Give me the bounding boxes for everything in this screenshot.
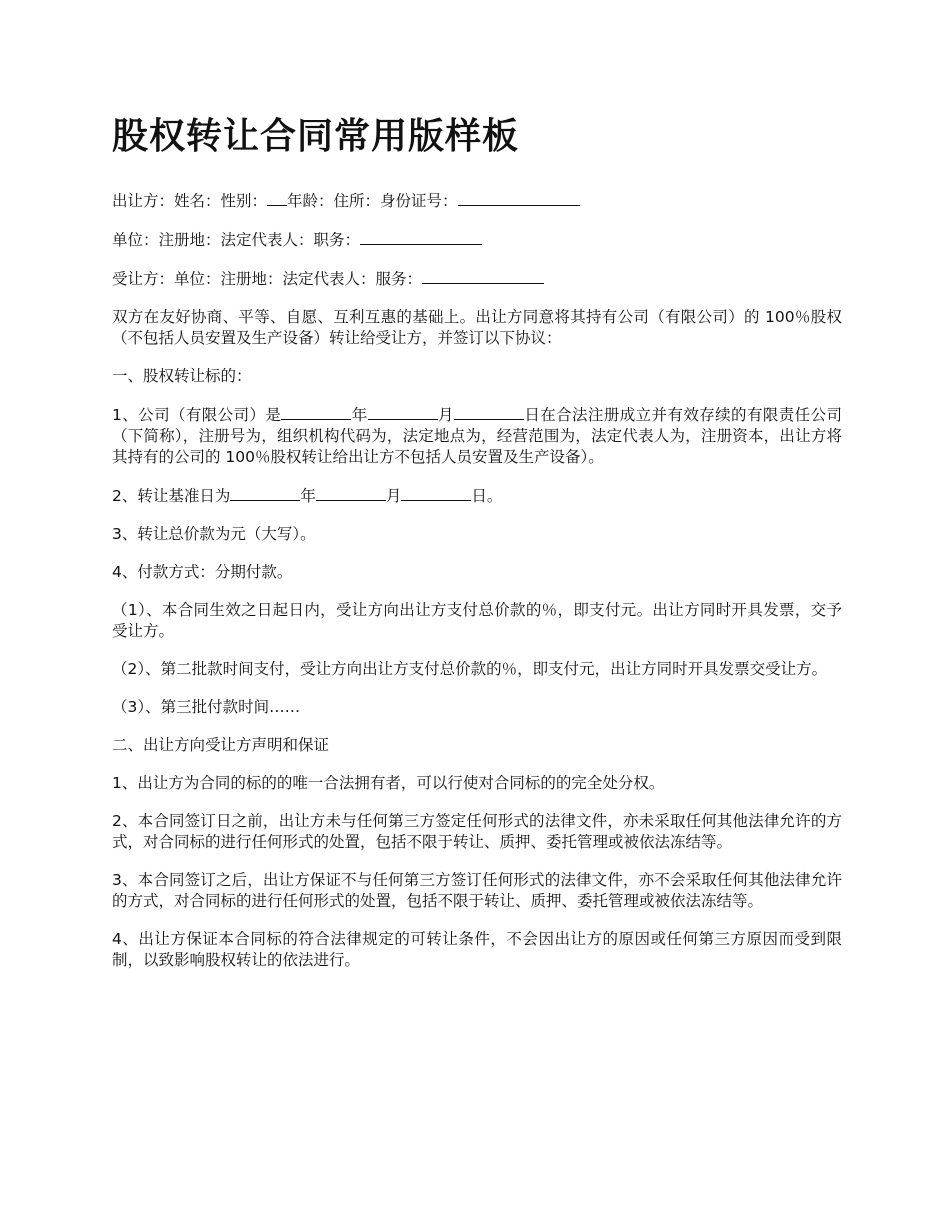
payment-item-3: （3）、第三批付款时间…… [112, 698, 301, 716]
section-2-title: 二、出让方向受让方声明和保证 [112, 736, 330, 754]
blank [401, 485, 471, 501]
warranty-1: 1、出让方为合同的标的的唯一合法拥有者，可以行使对合同标的的完全处分权。 [112, 774, 665, 792]
payment-item-1: （1）、本合同生效之日起日内，受让方向出让方支付总价款的％，即支付元。出让方同时开具发票，交予受让方。 [112, 601, 842, 640]
clause-3: 3、转让总价款为元（大写）。 [112, 525, 316, 543]
year-label: 年 [351, 406, 368, 424]
gender-blank [267, 190, 287, 206]
intro-paragraph: 双方在友好协商、平等、自愿、互利互惠的基础上。出让方同意将其持有公司（有限公司）的 100％股权（不包括人员安置及生产设备）转让给受让方，并签订以下协议： [112, 308, 842, 347]
transferee-info-line [112, 268, 842, 290]
unit-label: 单位：注册地：法定代表人：职务： [112, 231, 361, 249]
clause-4: 4、付款方式：分期付款。 [112, 563, 293, 581]
transferor-info-line [112, 190, 842, 212]
transferor-unit-line [112, 229, 842, 251]
transferor-label-mid: 年龄：住所：身份证号： [287, 192, 458, 210]
id-number-blank [458, 190, 580, 206]
warranty-4: 4、出让方保证本合同标的符合法律规定的可转让条件，不会因出让方的原因或任何第三方原因而受到限制，以致影响股权转让的依法进行。 [112, 930, 842, 969]
blank [281, 404, 351, 420]
clause-1 [112, 404, 842, 468]
section-1-title: 一、股权转让标的： [112, 367, 252, 385]
day-label: 日。 [471, 487, 503, 505]
position-blank [360, 229, 482, 245]
month-label: 月 [437, 406, 454, 424]
document-title: 股权转让合同常用版样板 [112, 116, 520, 157]
month-label: 月 [385, 487, 402, 505]
transferee-label: 受让方：单位：注册地：法定代表人：服务： [112, 270, 423, 288]
clause-1-rest: 日在合法注册成立并有效存续的有限责任公司（下简称），注册号为，组织机构代码为，法定地点为，经营范围为，法定代表人为，注册资本，出让方将其持有的公司的 100％股权转让给出让方不包括人员安置及生产设备）。 [112, 406, 842, 466]
clause-2 [112, 485, 842, 507]
year-label: 年 [300, 487, 316, 505]
warranty-2: 2、本合同签订日之前，出让方未与任何第三方签定任何形式的法律文件，亦未采取任何其他法律允许的方式，对合同标的进行任何形式的处置，包括不限于转让、质押、委托管理或被依法冻结等。 [112, 812, 842, 851]
clause-1-lead: 1、公司（有限公司）是 [112, 406, 282, 424]
service-blank [422, 268, 544, 284]
clause-2-lead: 2、转让基准日为 [112, 487, 231, 505]
transferor-label: 出让方：姓名：性别： [112, 192, 268, 210]
warranty-3: 3、本合同签订之后，出让方保证不与任何第三方签订任何形式的法律文件，亦不会采取任何其他法律允许的方式，对合同标的进行任何形式的处置，包括不限于转让、质押、委托管理或被依法冻结等。 [112, 871, 842, 910]
blank [230, 485, 300, 501]
payment-item-2: （2）、第二批款时间支付，受让方向出让方支付总价款的％，即支付元，出让方同时开具发票交受让方。 [112, 660, 828, 678]
document-page [112, 108, 842, 988]
blank [316, 485, 386, 501]
blank [454, 404, 524, 420]
blank [368, 404, 438, 420]
